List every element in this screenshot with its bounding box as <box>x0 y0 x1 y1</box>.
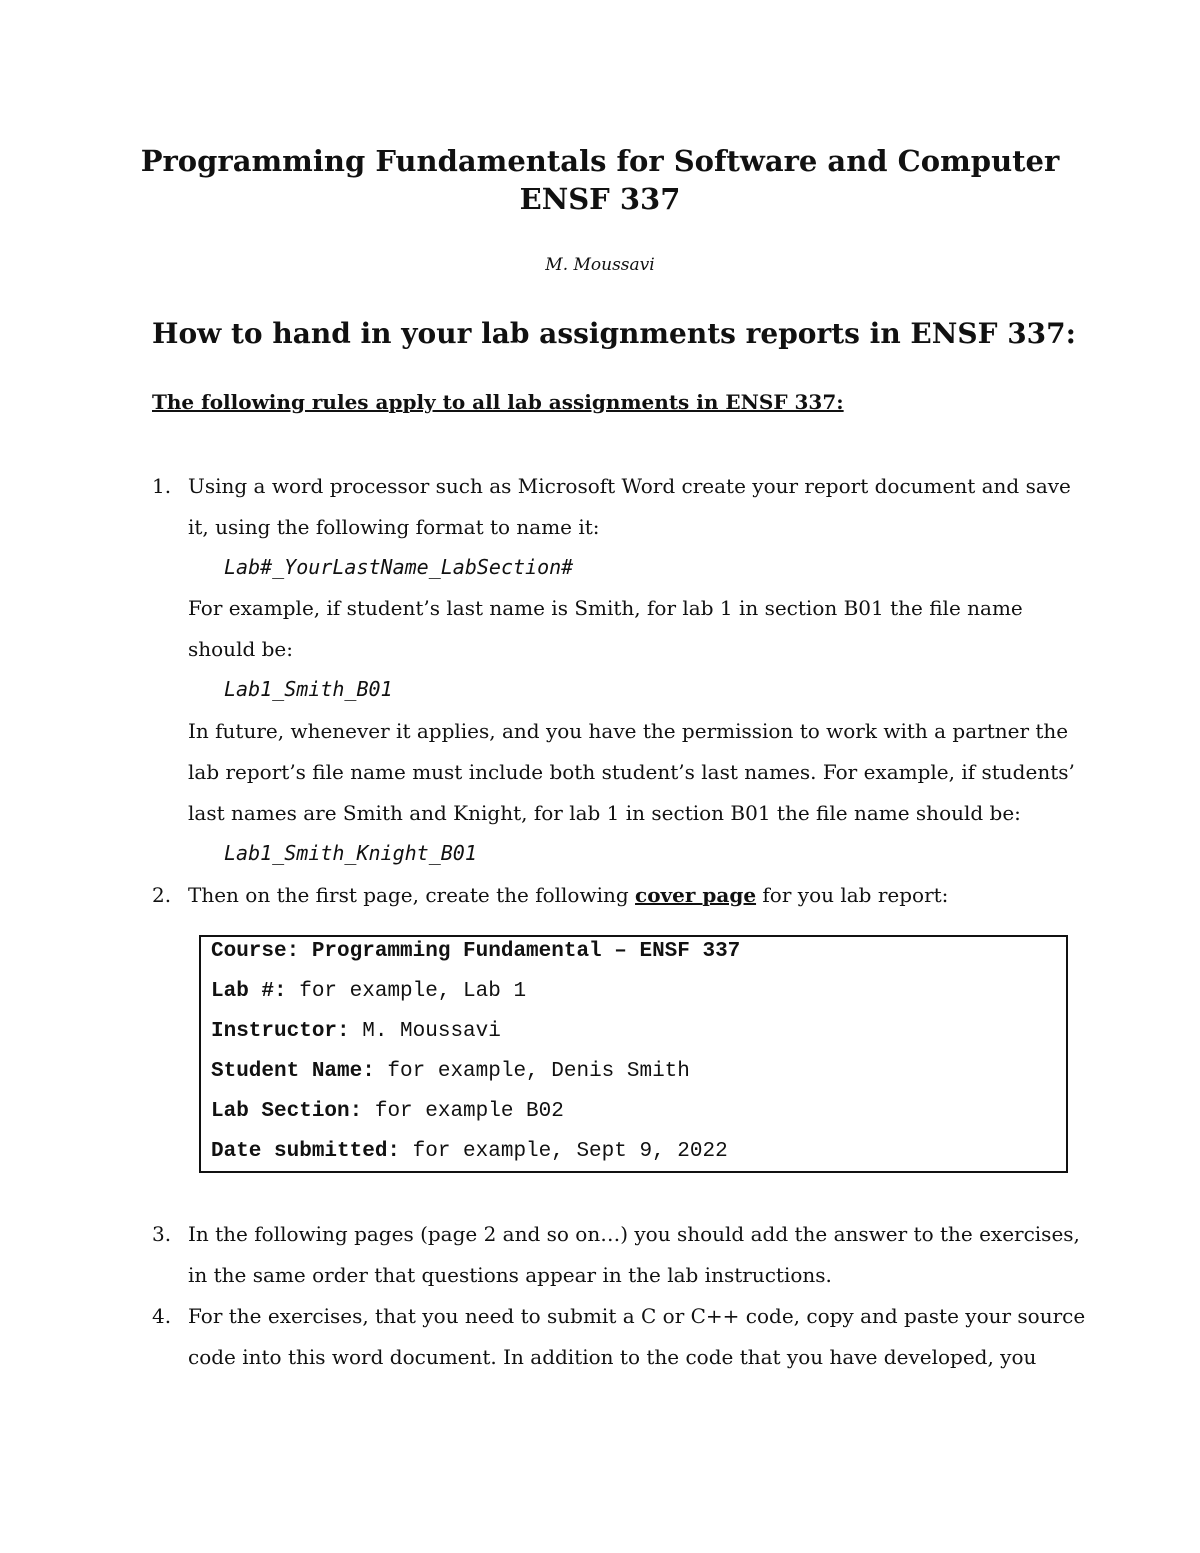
item1-line1: Using a word processor such as Microsoft Word create your report document and save <box>188 474 1071 498</box>
filename-example-code: Lab1_Smith_B01 <box>224 677 393 701</box>
item1-line2: it, using the following format to name it: <box>188 515 600 539</box>
cover-instructor-label: Instructor: <box>211 1020 350 1043</box>
item4-line2: code into this word document. In addition to the code that you have developed, you <box>188 1345 1037 1369</box>
item1-line6: lab report’s file name must include both student’s last names. For example, if students’ <box>188 760 1075 784</box>
cover-row-instructor <box>211 1018 501 1046</box>
cover-instructor-value: M. Moussavi <box>349 1020 501 1043</box>
cover-row-course <box>211 938 740 966</box>
item2-pre: Then on the first page, create the following <box>188 883 636 907</box>
rules-subheading: The following rules apply to all lab assignments in ENSF 337: <box>152 390 844 414</box>
item1-line3: For example, if student’s last name is Smith, for lab 1 in section B01 the file name <box>188 596 1023 620</box>
item2-post: for you lab report: <box>756 883 949 907</box>
cover-course-label: Course: Programming Fundamental – ENSF 337 <box>211 940 741 963</box>
cover-page-box <box>199 935 1068 1173</box>
cover-student-label: Student Name: <box>211 1060 375 1083</box>
author-name: M. Moussavi <box>545 255 655 275</box>
cover-row-date <box>211 1138 728 1166</box>
item-number-1: 1. <box>152 474 172 498</box>
cover-student-value: for example, Denis Smith <box>374 1060 690 1083</box>
cover-row-student <box>211 1058 690 1086</box>
item-number-3: 3. <box>152 1222 172 1246</box>
item-number-2: 2. <box>152 883 172 907</box>
cover-section-value: for example B02 <box>362 1100 564 1123</box>
item3-line2: in the same order that questions appear in the lab instructions. <box>188 1263 832 1287</box>
document-title-line1: Programming Fundamentals for Software and Computer <box>140 144 1060 178</box>
item1-line4: should be: <box>188 637 293 661</box>
item1-line5: In future, whenever it applies, and you have the permission to work with a partner the <box>188 719 1069 743</box>
item3-line1: In the following pages (page 2 and so on…) you should add the answer to the exercises, <box>188 1222 1080 1246</box>
section-heading: How to hand in your lab assignments reports in ENSF 337: <box>152 317 1076 350</box>
item-number-4: 4. <box>152 1304 172 1328</box>
cover-date-value: for example, Sept 9, 2022 <box>400 1140 728 1163</box>
cover-lab-label: Lab #: <box>211 980 287 1003</box>
partner-filename-example-code: Lab1_Smith_Knight_B01 <box>224 841 477 865</box>
cover-date-label: Date submitted: <box>211 1140 401 1163</box>
cover-row-section <box>211 1098 564 1126</box>
cover-section-label: Lab Section: <box>211 1100 363 1123</box>
cover-page-emphasis: cover page <box>635 883 757 907</box>
cover-lab-value: for example, Lab 1 <box>286 980 527 1003</box>
item2-line <box>188 881 948 909</box>
document-title-line2: ENSF 337 <box>519 182 681 216</box>
cover-row-lab <box>211 978 526 1006</box>
item1-line7: last names are Smith and Knight, for lab 1 in section B01 the file name should be: <box>188 801 1021 825</box>
item4-line1: For the exercises, that you need to submit a C or C++ code, copy and paste your source <box>188 1304 1086 1328</box>
filename-format-code: Lab#_YourLastName_LabSection# <box>224 555 574 579</box>
